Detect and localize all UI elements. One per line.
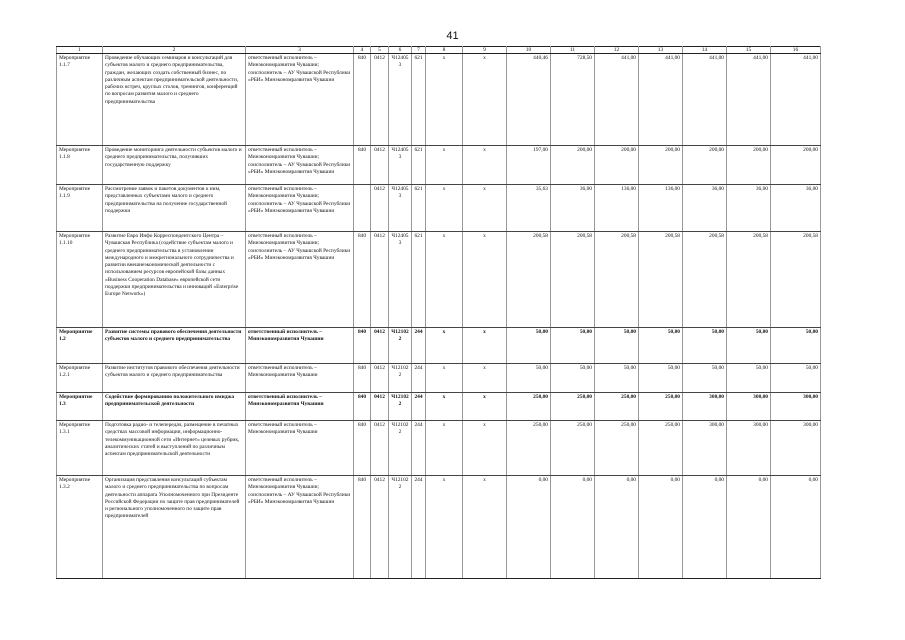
table-row	[57, 185, 821, 232]
column-number: 3	[246, 47, 354, 54]
value-cell: х	[463, 476, 507, 579]
value-cell: 136,00	[639, 185, 683, 232]
code-cell: 621	[412, 185, 426, 232]
value-cell: 200,58	[683, 232, 727, 328]
code-cell: 0412	[371, 54, 389, 146]
value-cell: 50,00	[595, 364, 639, 393]
code-cell: Ч124053	[389, 54, 412, 146]
value-cell: х	[463, 185, 507, 232]
value-cell: 200,00	[639, 146, 683, 185]
table-row	[57, 328, 821, 364]
value-cell: 0,00	[507, 476, 551, 579]
code-cell: Ч121022	[389, 421, 412, 476]
measure-name-cell: Развитие институтов правового обеспечения деятельности субъектов малого и среднего предпринимательства	[103, 364, 246, 393]
executor-cell: ответственный исполнитель – Минэкономразвития Чувашии	[246, 364, 354, 393]
value-cell: 50,00	[683, 328, 727, 364]
code-cell: 0412	[371, 232, 389, 328]
value-cell: х	[426, 393, 463, 421]
code-cell: 0412	[371, 328, 389, 364]
column-number: 13	[639, 47, 683, 54]
code-cell: 840	[354, 328, 371, 364]
value-cell: 50,00	[595, 328, 639, 364]
value-cell: 300,00	[771, 421, 821, 476]
measure-id-cell: Мероприятие 1.3	[57, 393, 103, 421]
value-cell: 36,00	[771, 185, 821, 232]
code-cell: 0412	[371, 364, 389, 393]
value-cell: 440,46	[507, 54, 551, 146]
code-cell: 244	[412, 476, 426, 579]
table-row	[57, 364, 821, 393]
table-row	[57, 54, 821, 146]
measure-name-cell: Организация представления консультаций субъектам малого и среднего предпринимательства по вопросам деятельности аппарата Уполномоченного при Президенте Российской Федерации по защите прав предпринимателей и регионального уполномоченного по защите прав предпринимателей	[103, 476, 246, 579]
value-cell: 35,63	[507, 185, 551, 232]
table-row	[57, 232, 821, 328]
code-cell: Ч121022	[389, 476, 412, 579]
column-number: 7	[412, 47, 426, 54]
value-cell: 0,00	[771, 476, 821, 579]
value-cell: х	[426, 54, 463, 146]
value-cell: 0,00	[727, 476, 771, 579]
value-cell: х	[426, 476, 463, 579]
value-cell: 36,00	[727, 185, 771, 232]
executor-cell: ответственный исполнитель – Минэкономразвития Чувашии; соисполнитель – АУ Чувашской Республики «РБИ» Минэкономразвития Чувашии	[246, 146, 354, 185]
value-cell: 300,00	[727, 393, 771, 421]
column-number: 11	[551, 47, 595, 54]
value-cell: 50,00	[771, 328, 821, 364]
value-cell: 250,00	[595, 421, 639, 476]
value-cell: 200,58	[551, 232, 595, 328]
measure-name-cell: Развитие Евро Инфо Корреспондентского Центра – Чувашская Республика (содействие субъектам малого и среднего предпринимательства в установлении международного и межрегионального сотрудничества и развитии внешнеэкономической деятельности с использованием ресурсов европейской базы данных «Business Cooperation Database» европейской сети поддержки предпринимательства и инноваций «Enterprise Europe Network»)	[103, 232, 246, 328]
code-cell: 840	[354, 393, 371, 421]
code-cell: 840	[354, 421, 371, 476]
value-cell: 300,00	[771, 393, 821, 421]
value-cell: х	[426, 146, 463, 185]
table-header	[57, 47, 821, 54]
column-number: 10	[507, 47, 551, 54]
value-cell: 200,00	[595, 146, 639, 185]
value-cell: 50,00	[639, 328, 683, 364]
value-cell: 250,00	[551, 393, 595, 421]
value-cell: х	[463, 54, 507, 146]
measure-name-cell: Проведение мониторинга деятельности субъектов малого и среднего предпринимательства, получивших государственную поддержку	[103, 146, 246, 185]
value-cell: 250,00	[551, 421, 595, 476]
measure-name-cell: Проведение обучающих семинаров и консультаций для субъектов малого и среднего предпринимательства, граждан, желающих создать собственный бизнес, по различным аспектам предпринимательской деятельности, рабочих встреч, круглых столов, тренингов, конференций по вопросам развития малого и среднего предпринимательства	[103, 54, 246, 146]
measure-id-cell: Мероприятие 1.1.8	[57, 146, 103, 185]
value-cell: 50,00	[551, 364, 595, 393]
value-cell: х	[463, 421, 507, 476]
column-number: 14	[683, 47, 727, 54]
code-cell: 0412	[371, 185, 389, 232]
executor-cell: ответственный исполнитель – Минэкономразвития Чувашии; соисполнитель – АУ Чувашской Республики «РБИ» Минэкономразвития Чувашии	[246, 232, 354, 328]
value-cell: 441,00	[639, 54, 683, 146]
executor-cell: ответственный исполнитель – Минэкономразвития Чувашии	[246, 421, 354, 476]
column-number: 2	[103, 47, 246, 54]
column-number: 8	[426, 47, 463, 54]
column-number: 5	[371, 47, 389, 54]
code-cell: 621	[412, 232, 426, 328]
value-cell: 728,50	[551, 54, 595, 146]
table-row	[57, 146, 821, 185]
code-cell: 840	[354, 232, 371, 328]
measure-id-cell: Мероприятие 1.1.9	[57, 185, 103, 232]
executor-cell: ответственный исполнитель – Минэкономразвития Чувашии	[246, 393, 354, 421]
value-cell: 200,58	[771, 232, 821, 328]
value-cell: 50,00	[507, 328, 551, 364]
measure-name-cell: Развитие системы правового обеспечения деятельности субъектов малого и среднего предпринимательства	[103, 328, 246, 364]
code-cell: 621	[412, 146, 426, 185]
value-cell: 50,00	[771, 364, 821, 393]
value-cell: 441,00	[727, 54, 771, 146]
value-cell: 250,00	[639, 393, 683, 421]
value-cell: 50,00	[639, 364, 683, 393]
value-cell: 50,00	[683, 364, 727, 393]
measure-id-cell: Мероприятие 1.2.1	[57, 364, 103, 393]
measure-id-cell: Мероприятие 1.3.1	[57, 421, 103, 476]
value-cell: х	[426, 421, 463, 476]
value-cell: 197,00	[507, 146, 551, 185]
value-cell: 200,00	[727, 146, 771, 185]
code-cell: 244	[412, 328, 426, 364]
measure-id-cell: Мероприятие 1.1.7	[57, 54, 103, 146]
value-cell: 200,58	[727, 232, 771, 328]
code-cell: 0412	[371, 476, 389, 579]
value-cell: х	[463, 328, 507, 364]
code-cell: Ч121022	[389, 393, 412, 421]
value-cell: 50,00	[551, 328, 595, 364]
column-number: 16	[771, 47, 821, 54]
value-cell: 50,00	[727, 328, 771, 364]
table-row	[57, 393, 821, 421]
measure-id-cell: Мероприятие 1.1.10	[57, 232, 103, 328]
measure-id-cell: Мероприятие 1.3.2	[57, 476, 103, 579]
value-cell: 200,00	[771, 146, 821, 185]
value-cell: 50,00	[727, 364, 771, 393]
code-cell: 0412	[371, 421, 389, 476]
value-cell: 200,58	[595, 232, 639, 328]
measure-name-cell: Рассмотрение заявок и пакетов документов к ним, представленных субъектами малого и среднего предпринимательства на получение государственной поддержки	[103, 185, 246, 232]
value-cell: 0,00	[639, 476, 683, 579]
program-table	[56, 46, 821, 579]
executor-cell: ответственный исполнитель – Минэкономразвития Чувашии; соисполнитель – АУ Чувашской Республики «РБИ» Минэкономразвития Чувашии	[246, 476, 354, 579]
executor-cell: ответственный исполнитель – Минэкономразвития Чувашии; соисполнитель – АУ Чувашской Республики «РБИ» Минэкономразвития Чувашии	[246, 185, 354, 232]
column-number: 6	[389, 47, 412, 54]
value-cell: х	[426, 232, 463, 328]
code-cell: Ч124053	[389, 146, 412, 185]
value-cell: х	[426, 364, 463, 393]
value-cell: х	[463, 393, 507, 421]
code-cell	[354, 185, 371, 232]
measure-name-cell: Содействие формированию положительного имиджа предпринимательской деятельности	[103, 393, 246, 421]
value-cell: 36,00	[551, 185, 595, 232]
executor-cell: ответственный исполнитель – Минэкономразвития Чувашии; соисполнитель – АУ Чувашской Республики «РБИ» Минэкономразвития Чувашии	[246, 54, 354, 146]
page-number: 41	[446, 30, 459, 42]
column-number: 9	[463, 47, 507, 54]
value-cell: 0,00	[683, 476, 727, 579]
column-number: 4	[354, 47, 371, 54]
value-cell: х	[463, 146, 507, 185]
measure-name-cell: Подготовка радио- и телепередач, размещение в печатных средствах массовой информации, информационно-телекоммуникационной сети «Интернет» целевых рубрик, аналитических статей и выступлений по различным аспектам предпринимательской деятельности	[103, 421, 246, 476]
value-cell: 200,00	[683, 146, 727, 185]
code-cell: 840	[354, 146, 371, 185]
column-number: 1	[57, 47, 103, 54]
value-cell: 36,00	[683, 185, 727, 232]
value-cell: х	[426, 185, 463, 232]
code-cell: Ч121022	[389, 328, 412, 364]
value-cell: х	[426, 328, 463, 364]
column-number: 15	[727, 47, 771, 54]
value-cell: х	[463, 364, 507, 393]
code-cell: 244	[412, 393, 426, 421]
value-cell: 200,58	[507, 232, 551, 328]
code-cell: Ч121022	[389, 364, 412, 393]
code-cell: 621	[412, 54, 426, 146]
code-cell: Ч124053	[389, 185, 412, 232]
table-row	[57, 476, 821, 579]
executor-cell: ответственный исполнитель – Минэкономразвития Чувашии	[246, 328, 354, 364]
value-cell: 441,00	[683, 54, 727, 146]
column-number: 12	[595, 47, 639, 54]
value-cell: 300,00	[727, 421, 771, 476]
code-cell: 840	[354, 364, 371, 393]
value-cell: 250,00	[639, 421, 683, 476]
measure-id-cell: Мероприятие 1.2	[57, 328, 103, 364]
value-cell: 250,00	[595, 393, 639, 421]
value-cell: 250,00	[507, 421, 551, 476]
value-cell: 0,00	[595, 476, 639, 579]
code-cell: 0412	[371, 146, 389, 185]
table-row	[57, 421, 821, 476]
code-cell: 840	[354, 476, 371, 579]
code-cell: 840	[354, 54, 371, 146]
code-cell: Ч124053	[389, 232, 412, 328]
value-cell: 441,00	[771, 54, 821, 146]
value-cell: 0,00	[551, 476, 595, 579]
value-cell: 50,00	[507, 364, 551, 393]
value-cell: 300,00	[683, 421, 727, 476]
code-cell: 244	[412, 421, 426, 476]
value-cell: 250,00	[507, 393, 551, 421]
value-cell: 441,00	[595, 54, 639, 146]
value-cell: х	[463, 232, 507, 328]
value-cell: 136,00	[595, 185, 639, 232]
value-cell: 300,00	[683, 393, 727, 421]
code-cell: 244	[412, 364, 426, 393]
value-cell: 200,00	[551, 146, 595, 185]
value-cell: 200,58	[639, 232, 683, 328]
code-cell: 0412	[371, 393, 389, 421]
